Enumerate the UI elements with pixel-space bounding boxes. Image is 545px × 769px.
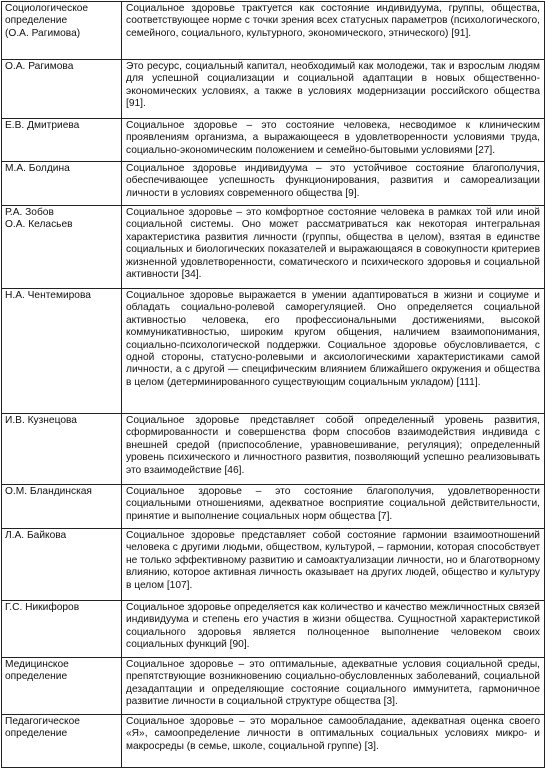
author-line: И.В. Кузнецова	[5, 415, 77, 426]
definition-cell: Социальное здоровье – это комфортное состояние человека в рамках той или иной социальной системы. Оно может рассматриваться как некоторая интегральная характеристика развития личности (группы, общества в целом), взятая в единстве социальных и биологических показателей и выражающаяся в совокупности критериев жизненной удовлетворенности, соматического и психического здоровья и социальной активности [34].	[122, 206, 545, 289]
table-row	[2, 414, 545, 485]
definition-cell: Социальное здоровье – это состояние благополучия, удовлетворенности социальными отношениями, адекватное восприятие социальной действительности, принятие и выполнение социальных норм общества [7].	[122, 485, 545, 529]
author-cell	[2, 658, 122, 715]
table-row	[2, 206, 545, 289]
table-row	[2, 2, 545, 60]
author-cell	[2, 289, 122, 414]
definition-cell: Социальное здоровье – это оптимальные, адекватные условия социальной среды, препятствующие возникновению социально-обусловленных заболеваний, социальной дезадаптации и определяющие состояние социального иммунитета, гармоничное развитие личности в социальной структуре общества [3].	[122, 658, 545, 715]
author-line: О.М. Бландинская	[5, 486, 92, 497]
author-cell	[2, 2, 122, 60]
definition-cell: Социальное здоровье трактуется как состояние индивидуума, группы, общества, соответствующее норме с точки зрения всех статусных параметров (психологического, семейного, социального, культурного, экономического, этнического) [91].	[122, 2, 545, 60]
author-cell	[2, 206, 122, 289]
definitions-table	[1, 1, 545, 768]
author-cell	[2, 119, 122, 162]
table-row	[2, 715, 545, 768]
definition-cell: Социальное здоровье – это моральное самообладание, адекватная оценка своего «Я», самоопределение личности в оптимальных социальных условиях микро- и макросреды (в семье, школе, социальной группе) [3].	[122, 715, 545, 768]
author-line: Медицинское	[5, 659, 69, 670]
author-line: (О.А. Рагимова)	[5, 27, 81, 39]
definition-cell: Социальное здоровье представляет собой определенный уровень развития, сформированности и совершенства форм способов взаимодействия индивида с внешней средой (приспособление, уравновешивание, регуляция); определенный уровень психического и личностного развития, позволяющий успешно реализовывать это взаимодействие [46].	[122, 414, 545, 485]
table-row	[2, 529, 545, 601]
definition-cell: Социальное здоровье представляет собой состояние гармонии взаимоотношений человека с другими людьми, обществом, культурой, – гармонии, которая способствует не только эффективному развитию и самоактуализации личности, но и благотворному влиянию, которое активная личность оказывает на других людей, общество и культуру в целом [107].	[122, 529, 545, 601]
definition-cell: Социальное здоровье – это состояние человека, несводимое к клиническим проявлениям организма, а выражающееся в удовлетворенности условиями труда, социально-экономическим положением и семейно-бытовыми условиями [27].	[122, 119, 545, 162]
author-line: М.А. Болдина	[5, 163, 70, 174]
author-line: О.А. Келасьев	[5, 219, 73, 231]
author-cell	[2, 601, 122, 658]
author-cell	[2, 162, 122, 206]
author-line: Л.А. Байкова	[5, 530, 67, 541]
author-line: определение	[5, 671, 68, 683]
author-cell	[2, 529, 122, 601]
author-line: О.А. Рагимова	[5, 61, 74, 72]
author-line: Р.А. Зобов	[5, 207, 54, 218]
author-line: Г.С. Никифоров	[5, 602, 80, 613]
definitions-document	[1, 1, 544, 768]
author-cell	[2, 715, 122, 768]
table-row	[2, 60, 545, 119]
definition-cell: Социальное здоровье выражается в умении адаптироваться в жизни и социуме и обладать социально-ролевой саморегуляцией. Оно определяется социальной активностью человека, его профессиональными достижениями, высокой коммуникативностью, широким кругом общения, наличием взаимопонимания, социально-психологической поддержки. Социальное здоровье обусловливается, с одной стороны, статусно-ролевыми и аксиологическими характеристиками самой личности, а с другой — специфическим влиянием ближайшего окружения и общества в целом (детерминированного существующим социальным укладом) [111].	[122, 289, 545, 414]
author-line: определение	[5, 15, 68, 27]
table-row	[2, 162, 545, 206]
author-line: Е.В. Дмитриева	[5, 120, 80, 131]
table-row	[2, 119, 545, 162]
author-line: Социологическое	[5, 3, 89, 14]
author-line: определение	[5, 728, 68, 740]
table-row	[2, 658, 545, 715]
author-line: Н.А. Чентемирова	[5, 290, 91, 301]
definition-cell: Социальное здоровье индивидуума – это устойчивое состояние благополучия, обеспечивающее успешность функционирования, развития и самореализации личности в условиях современного общества [9].	[122, 162, 545, 206]
table-body	[2, 2, 545, 768]
definition-cell: Это ресурс, социальный капитал, необходимый как молодежи, так и взрослым людям для успешной социализации и социальной адаптации в новых общественно-экономических условиях, а также в условиях модернизации российского общества [91].	[122, 60, 545, 119]
table-row	[2, 601, 545, 658]
definition-cell: Социальное здоровье определяется как количество и качество межличностных связей индивидуума и степень его участия в жизни общества. Сущностной характеристикой социального здоровья является полноценное выполнение человеком своих социальных функций [90].	[122, 601, 545, 658]
author-cell	[2, 60, 122, 119]
author-cell	[2, 414, 122, 485]
table-row	[2, 485, 545, 529]
author-line: Педагогическое	[5, 716, 80, 727]
author-cell	[2, 485, 122, 529]
table-row	[2, 289, 545, 414]
